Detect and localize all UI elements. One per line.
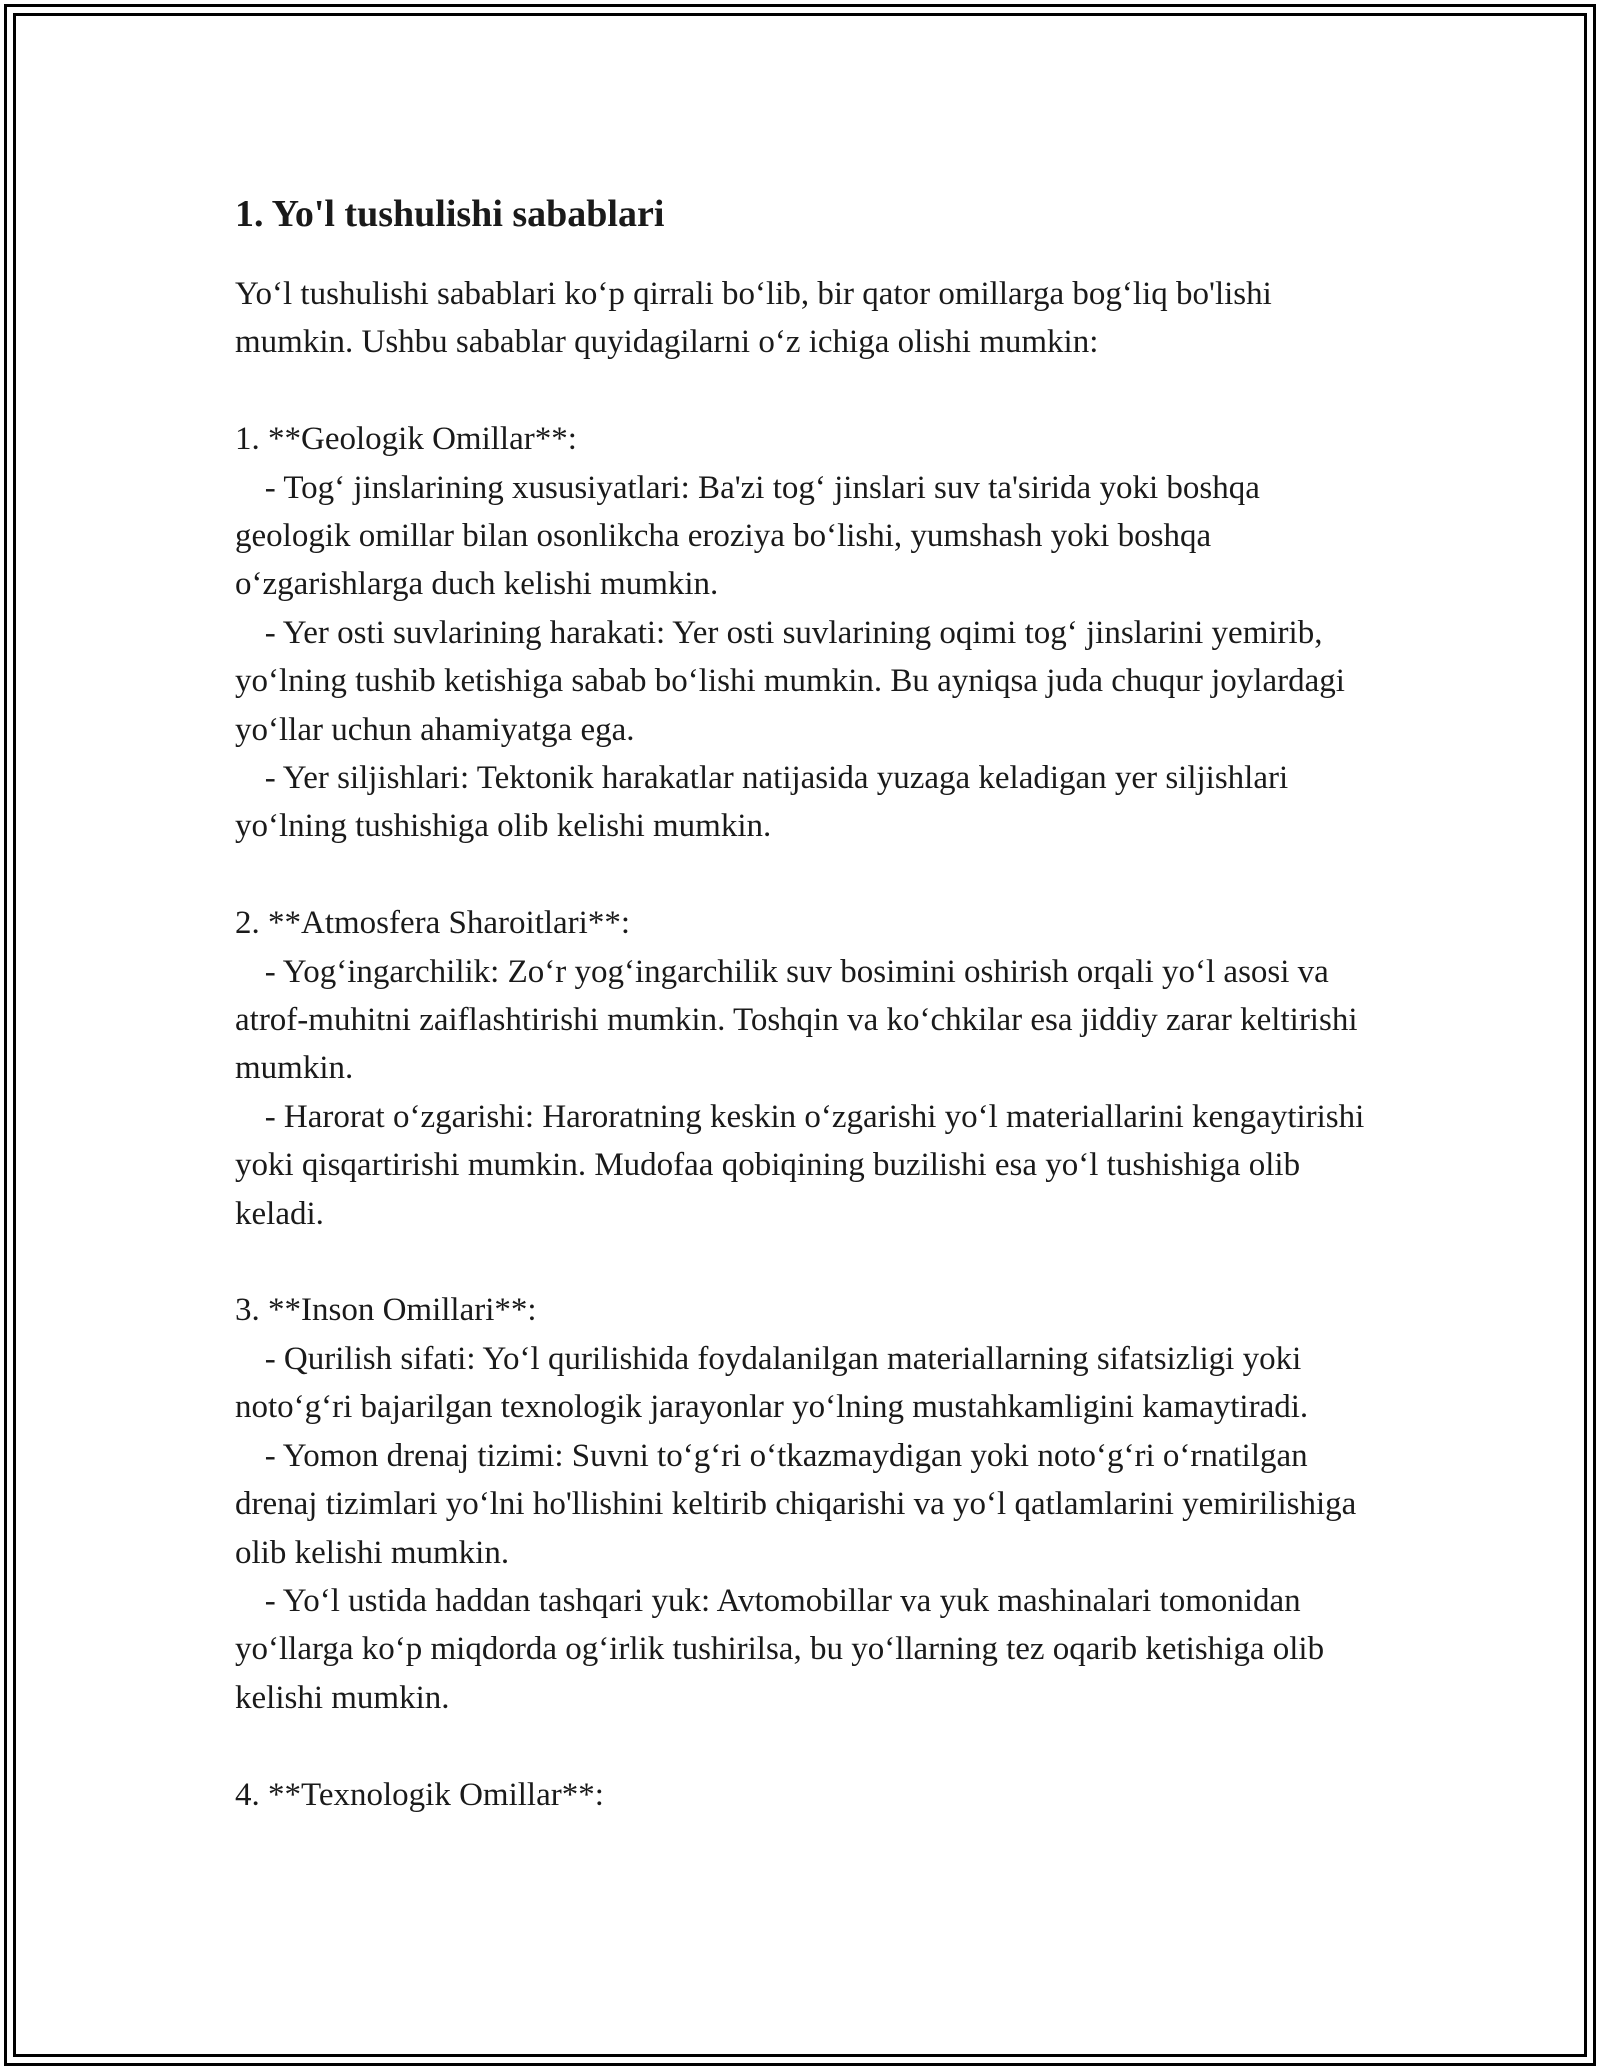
section-title: 2. **Atmosfera Sharoitlari**:: [235, 905, 631, 942]
document-heading: 1. Yo'l tushulishi sabablari: [235, 193, 665, 235]
document-body: [235, 188, 1375, 1819]
section-atmosfera: [235, 899, 1375, 1238]
section-title: 4. **Texnologik Omillar**:: [235, 1776, 604, 1813]
section-texnologik: [235, 1771, 1375, 1819]
list-item: - Harorat o‘zgarishi: Haroratning keskin o‘zgarishi yo‘l materiallarini kengaytirishi yoki qisqartirishi mumkin. Mudofaa qobiqining buzilishi esa yo‘l tushishiga olib keladi.: [235, 1098, 1365, 1232]
intro-paragraph: Yo‘l tushulishi sabablari ko‘p qirrali bo‘lib, bir qator omillarga bog‘liq bo'lishi mumkin. Ushbu sabablar quyidagilarni o‘z ichiga olishi mumkin:: [235, 276, 1272, 361]
list-item: - Yer siljishlari: Tektonik harakatlar natijasida yuzaga keladigan yer siljishlari yo‘lning tushishiga olib kelishi mumkin.: [235, 760, 1289, 845]
section-inson: [235, 1286, 1375, 1722]
list-item: - Yer osti suvlarining harakati: Yer osti suvlarining oqimi tog‘ jinslarini yemirib, yo‘lning tushib ketishiga sabab bo‘lishi mumkin. Bu ayniqsa juda chuqur joylardagi yo‘llar uchun ahamiyatga ega.: [235, 614, 1345, 748]
section-geologik: [235, 415, 1375, 851]
list-item: - Yog‘ingarchilik: Zo‘r yog‘ingarchilik suv bosimini oshirish orqali yo‘l asosi va atrof-muhitni zaiflashtirishi mumkin. Toshqin va ko‘chkilar esa jiddiy zarar keltirishi mumkin.: [235, 953, 1358, 1087]
list-item: - Tog‘ jinslarining xususiyatlari: Ba'zi tog‘ jinslari suv ta'sirida yoki boshqa geologik omillar bilan osonlikcha eroziya bo‘lishi, yumshash yoki boshqa o‘zgarishlarga duch kelishi mumkin.: [235, 469, 1260, 603]
list-item: - Yo‘l ustida haddan tashqari yuk: Avtomobillar va yuk mashinalari tomonidan yo‘llarga ko‘p miqdorda og‘irlik tushirilsa, bu yo‘llarning tez oqarib ketishiga olib kelishi mumkin.: [235, 1582, 1325, 1716]
list-item: - Yomon drenaj tizimi: Suvni to‘g‘ri o‘tkazmaydigan yoki noto‘g‘ri o‘rnatilgan drenaj tizimlari yo‘lni ho'llishini keltirib chiqarishi va yo‘l qatlamlarini yemirilishiga olib kelishi mumkin.: [235, 1437, 1357, 1571]
section-title: 1. **Geologik Omillar**:: [235, 421, 577, 458]
list-item: - Qurilish sifati: Yo‘l qurilishida foydalanilgan materiallarning sifatsizligi yoki noto‘g‘ri bajarilgan texnologik jarayonlar yo‘lning mustahkamligini kamaytiradi.: [235, 1340, 1309, 1426]
section-title: 3. **Inson Omillari**:: [235, 1292, 537, 1329]
